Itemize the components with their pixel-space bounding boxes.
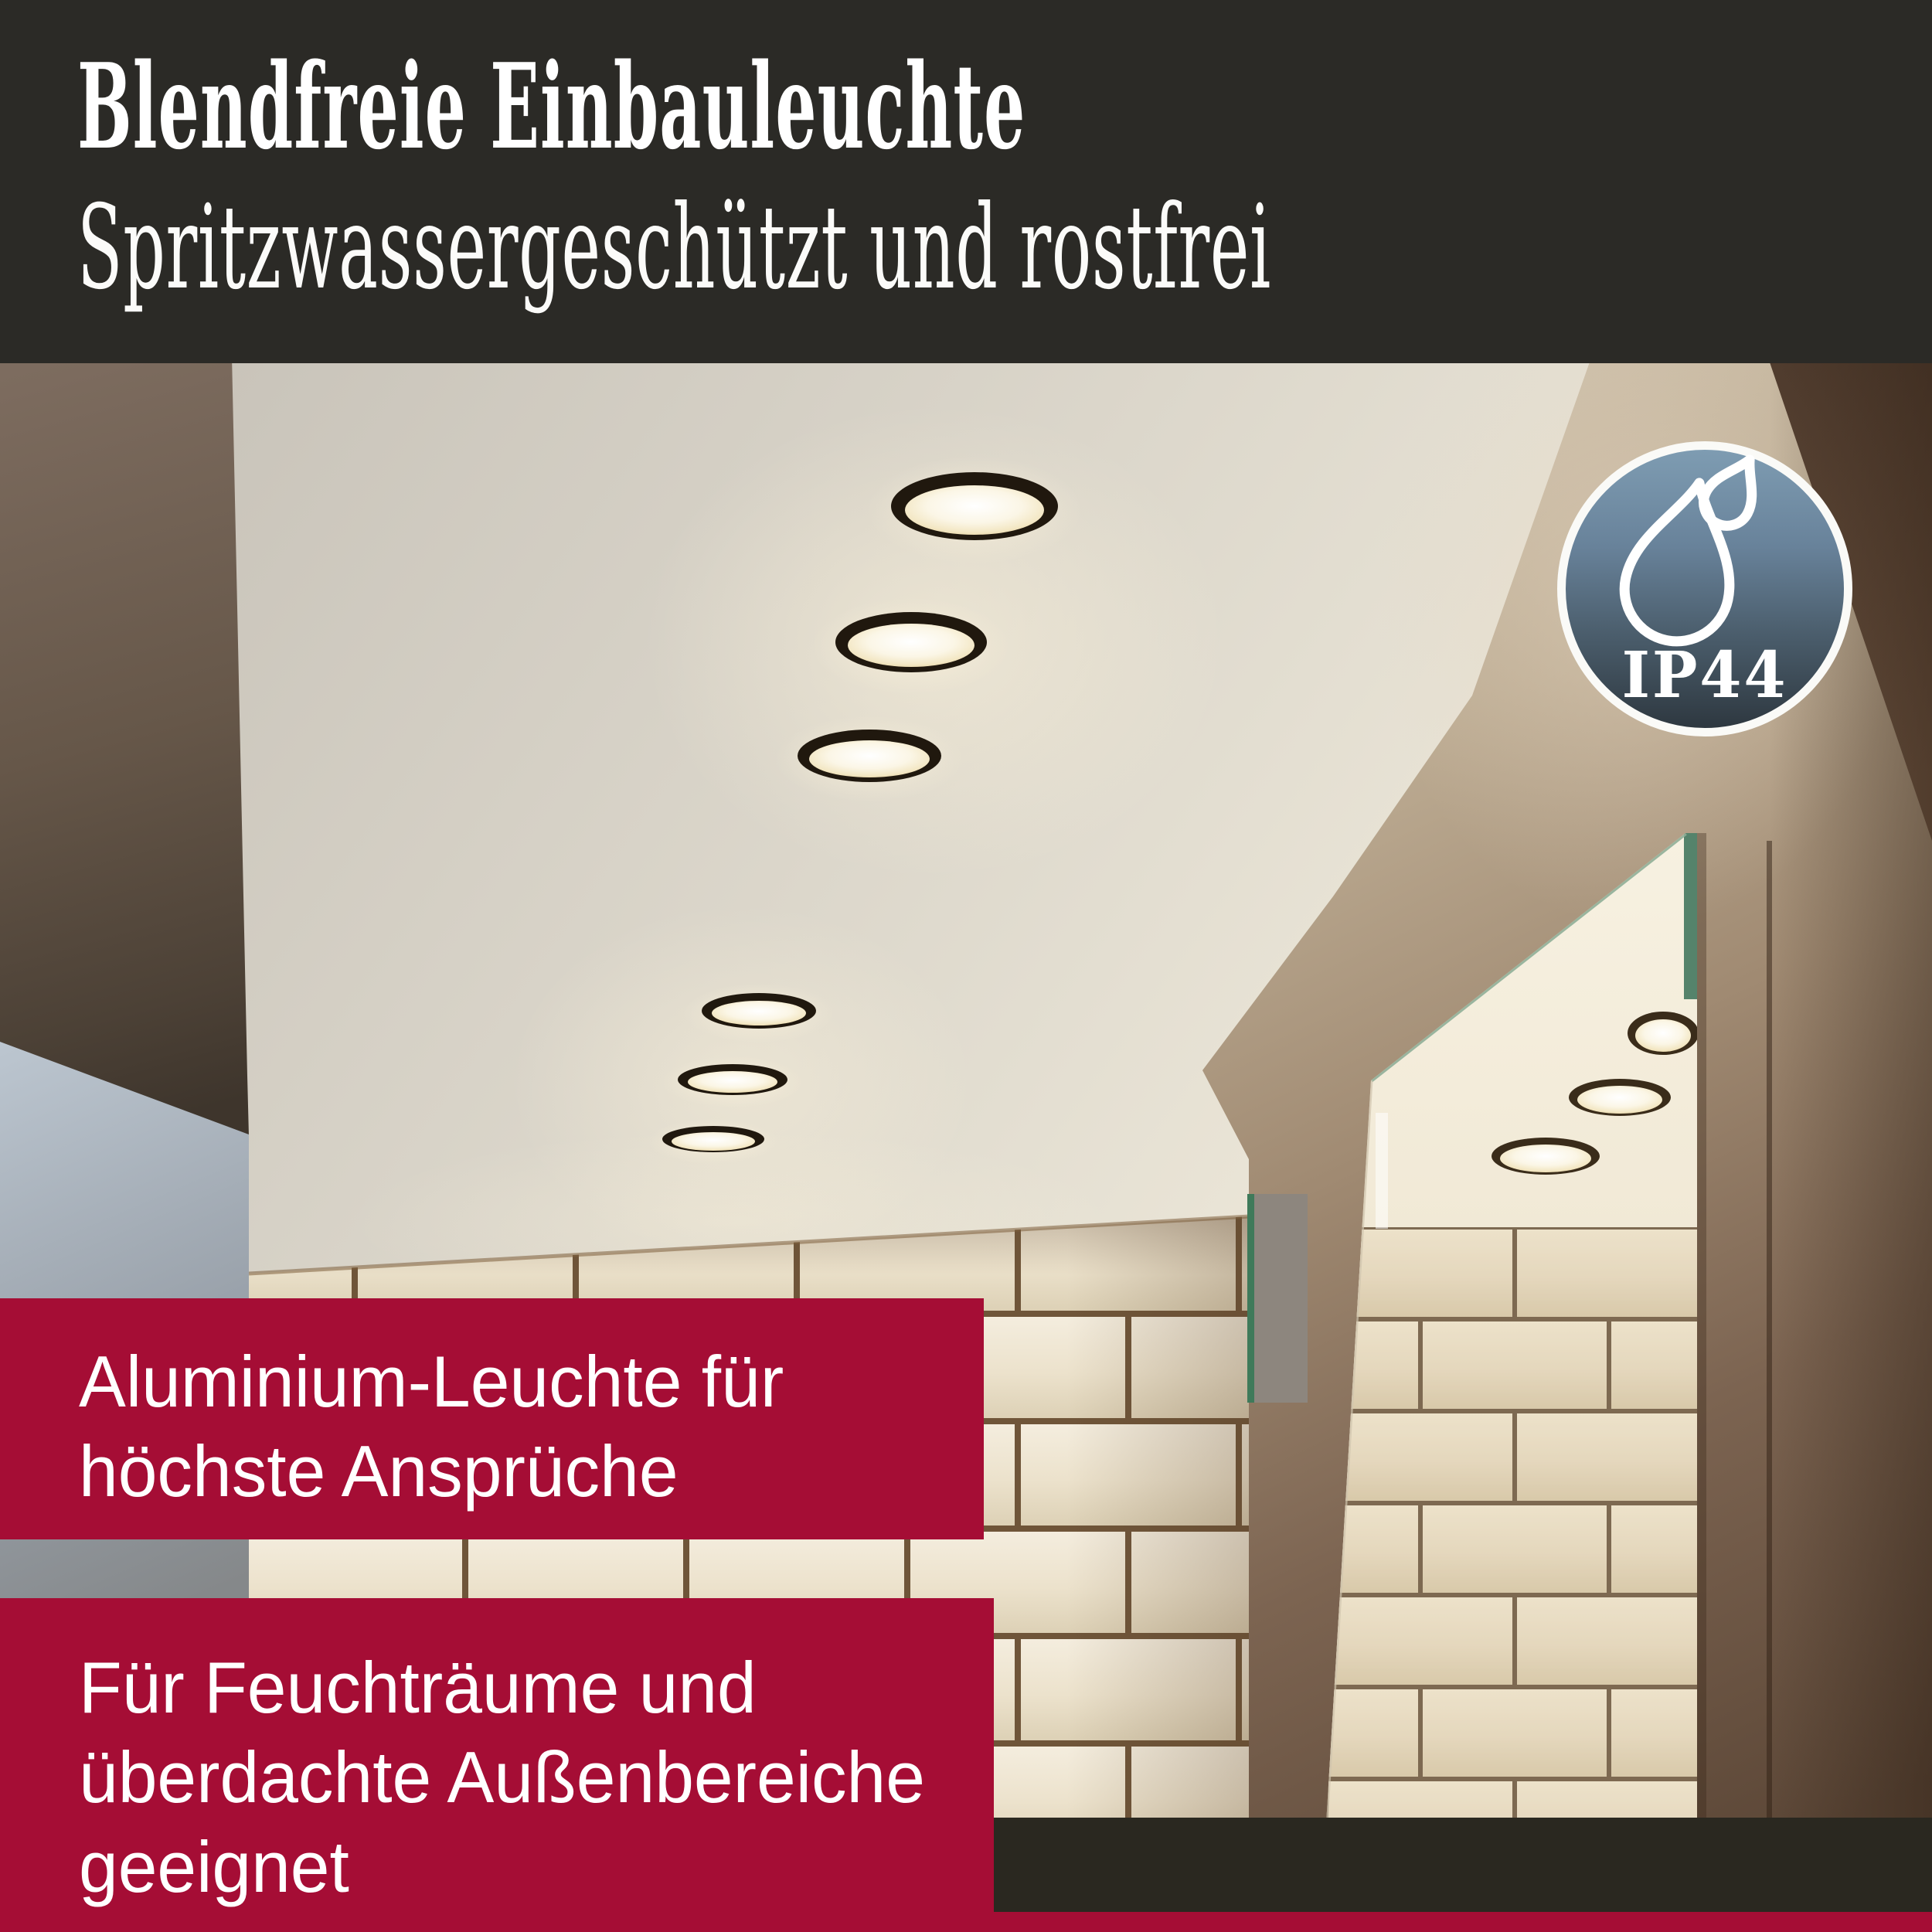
wall-corner-line bbox=[1767, 841, 1772, 1821]
recessed-light bbox=[619, 1109, 808, 1174]
left-wall bbox=[0, 355, 249, 1136]
recessed-light bbox=[768, 577, 1054, 716]
mirror-reflection-light bbox=[1492, 1138, 1600, 1175]
page-subtitle: Spritzwassergeschützt und rostfrei bbox=[77, 181, 1271, 315]
callout-line: geeignet bbox=[79, 1826, 349, 1907]
callout-line: Aluminium-Leuchte für bbox=[79, 1341, 784, 1422]
header-bar bbox=[0, 0, 1932, 363]
ip44-label: IP44 bbox=[1621, 638, 1788, 713]
callout-line: Für Feuchträume und bbox=[79, 1647, 757, 1728]
recessed-light bbox=[651, 971, 867, 1056]
callout-line: höchste Ansprüche bbox=[79, 1430, 679, 1512]
recessed-light bbox=[820, 433, 1129, 587]
footer-stripe bbox=[981, 1912, 1932, 1932]
callout-box-aluminium bbox=[0, 1298, 984, 1539]
page-title: Blendfreie Einbauleuchte bbox=[77, 37, 1026, 175]
mirror-reflection-light bbox=[1569, 1079, 1671, 1116]
callout-box-feuchtraeume bbox=[0, 1598, 994, 1932]
ip44-badge bbox=[1557, 441, 1852, 736]
mirror-shadow bbox=[1697, 833, 1706, 1824]
mirror-glass-green-edge bbox=[1684, 833, 1697, 999]
footer-band bbox=[981, 1818, 1932, 1912]
side-mirror-edge bbox=[1247, 1194, 1308, 1403]
recessed-light bbox=[734, 697, 1005, 821]
recessed-light bbox=[631, 1045, 835, 1119]
mirror-reflection-light bbox=[1628, 1012, 1699, 1055]
water-drops-icon bbox=[1566, 450, 1844, 651]
callout-line: überdachte Außenbereiche bbox=[79, 1736, 925, 1818]
